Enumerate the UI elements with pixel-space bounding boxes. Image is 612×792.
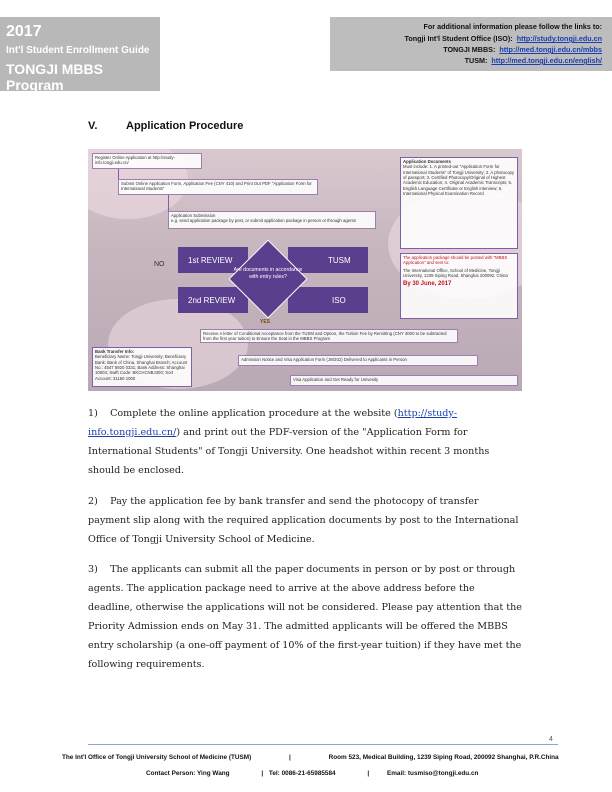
footer-address: Room 523, Medical Building, 1239 Siping Road, 200092 Shanghai, P.R.China (328, 754, 559, 761)
paragraph-3 (88, 560, 522, 674)
footer-line-2 (146, 770, 566, 777)
header-link-mbbs[interactable]: http://med.tongji.edu.cn/mbbs (499, 45, 602, 54)
register-online-box: Register Online Application at http://study-info.tongji.edu.cn/ (92, 153, 202, 169)
paragraph-1-post: ) and print out the PDF-version of the "Application Form for International Students" of Tongji University. One headshot within recent 3 months should be enclosed. (88, 427, 490, 476)
section-number: V. (88, 120, 98, 132)
paragraph-number: 3) (88, 564, 98, 575)
decision-text: Are documents in accordance with entry rules? (233, 267, 303, 280)
header-brand-block (0, 17, 160, 91)
flow-arrow (168, 195, 169, 211)
footer-office: The Int'l Office of Tongji University School of Medicine (TUSM) (62, 754, 252, 761)
second-review: 2nd REVIEW (178, 287, 248, 313)
iso-label: ISO (288, 287, 368, 313)
header-link-iso[interactable]: http://study.tongji.edu.cn (516, 34, 602, 43)
footer-separator: | (289, 754, 291, 761)
bank-info-box (92, 347, 192, 387)
flow-arrow (118, 169, 119, 179)
footer-separator: | (261, 770, 264, 777)
header-links-block (330, 17, 612, 71)
footer-contact: Contact Person: Ying Wang (146, 770, 230, 777)
package-address: The International Office, School of Medicine, Tongji University, 1239 Siping Road, Shanghai 200092, China (403, 267, 508, 279)
header-link-label: TONGJI MBBS: (443, 45, 496, 54)
paragraph-1 (88, 404, 522, 480)
deadline-text: By 30 June, 2017 (403, 281, 452, 288)
header-info-line: For additional information please follow the links to: (423, 22, 602, 31)
paragraph-1-pre: Complete the online application procedure at the website ( (110, 408, 398, 419)
header-link-tusm[interactable]: http://med.tongji.edu.cn/english/ (491, 56, 602, 65)
paragraph-2 (88, 492, 522, 549)
bank-text: Beneficiary Name: Tongji University; Beneficiary Bank: Bank of China, Shanghai Branch; Account No.: 4547 5920 0331; Bank Address: Shanghai 10004; Swift Code: BKCHCNBJ300; Sort Account: 31160 1000 (95, 354, 188, 381)
yes-label: YES (260, 319, 271, 325)
visa-apply-box: Visa Application and Get Ready for Univesity (290, 375, 518, 386)
tusm-label: TUSM (288, 247, 368, 273)
header-year: 2017 (6, 23, 42, 40)
section-title: Application Procedure (126, 120, 244, 132)
package-title: The application package should be posted with "MBBS Application" and sent to: (403, 255, 508, 266)
no-label: NO (154, 261, 165, 268)
first-review: 1st REVIEW (178, 247, 248, 273)
submission-title: Application Submission (171, 213, 216, 218)
documents-title: Application Documents (403, 159, 451, 164)
header-guide-title: Int'l Student Enrollment Guide (6, 45, 150, 56)
decision-diamond (230, 241, 306, 317)
header-link-row-tusm (465, 56, 602, 65)
header-link-row-iso (405, 34, 603, 43)
submission-text: e.g. send application package by post, or submit application package in person or through agents (171, 218, 356, 224)
page-number: 4 (549, 736, 553, 743)
header-link-row-mbbs (443, 45, 602, 54)
bank-title: Bank Transfer Info: (95, 349, 135, 354)
submit-online-box: Submit Online Application Form, Application Fee (CNY 410) and Print Out PDF "Application Form for International Students" (118, 179, 318, 195)
documents-text: Must include: 1. A printed-out "Application Form for International Students" of Tongji University; 2. A photocopy of passport; 3. Certified Photocopy/Original of Highest Academic Education; 4. Original Academic Transcripts; 5. English Language Certificate or English interview; 6. International Physical Examination Record (403, 164, 515, 197)
admission-visa-box: Admission Notice and Visa Application Form (JW202) Delivered to Applicants in Person (238, 355, 478, 366)
study-info-link[interactable]: http://study-info.tongji.edu.cn/ (88, 408, 458, 438)
documents-box (400, 157, 518, 249)
footer-email[interactable]: Email: tusmiso@tongji.edu.cn (386, 770, 479, 777)
package-box (400, 253, 518, 319)
header-link-label: Tongji Int'l Student Office (ISO): (404, 34, 513, 43)
conditional-acceptance-box: Receive A letter of Conditional Acceptance from the TUSM and Option, the Tuition Fee by Remitting (CNY 4000 to be subtracted from the first year tuition) to Ensure the Seat in the MBBS Program (200, 329, 458, 343)
footer-tel: Tel: 0086-21-65985584 (268, 770, 336, 777)
paragraph-number: 2) (88, 496, 98, 507)
submission-box (168, 211, 376, 229)
paragraph-3-text: The applicants can submit all the paper documents in person or by post or through agents. The application package need to arrive at the above address before the deadline, otherwise the applications will not be considered. Please pay attention that the Priority Admission ends on May 31. The admitted applicants will be offered the MBBS entry scholarship (a one-off payment of 10% of the first-year tuition) if they have met the following requirements. (88, 564, 522, 670)
footer-divider (88, 744, 558, 745)
paragraph-2-text: Pay the application fee by bank transfer and send the photocopy of transfer payment slip along with the required application documents by post to the International Office of Tongji University School of Medicine. (88, 496, 519, 545)
header-program-title: TONGJI MBBS Program (6, 61, 103, 93)
application-flowchart (88, 149, 522, 391)
footer-line-1 (62, 754, 562, 761)
footer-separator: | (367, 770, 370, 777)
header-link-label: TUSM: (464, 56, 488, 65)
paragraph-number: 1) (88, 408, 98, 419)
